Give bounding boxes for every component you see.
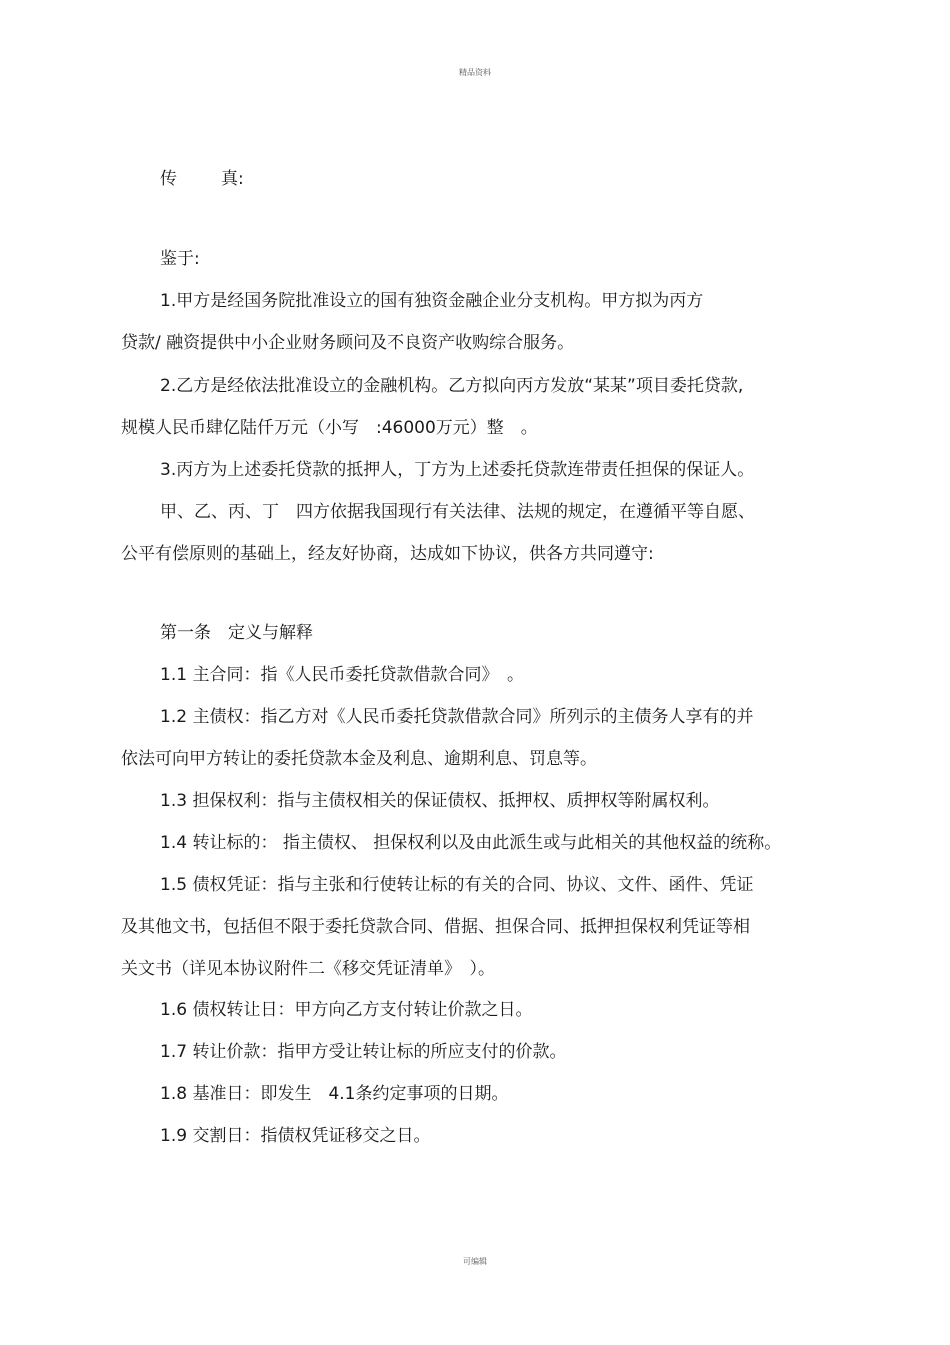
clause-1-6: 1.6 债权转让日：甲方向乙方支付转让价款之日。 [160,1000,533,1020]
fax-field [160,168,244,190]
recital-2-cont: 规模人民币肆亿陆仟万元（小写 :46000万元）整 。 [121,418,538,438]
clause-1-1: 1.1 主合同：指《人民币委托贷款借款合同》 。 [160,665,524,685]
clause-1-5-cont-2: 关文书（详见本协议附件二《移交凭证清单》 ）。 [121,959,495,979]
article-1-heading: 第一条 定义与解释 [160,623,313,643]
clause-1-3: 1.3 担保权利：指与主债权相关的保证债权、抵押权、质押权等附属权利。 [160,791,720,811]
clause-1-8: 1.8 基准日：即发生 4.1条约定事项的日期。 [160,1084,509,1104]
clause-1-2: 1.2 主债权：指乙方对《人民币委托贷款借款合同》所列示的主债务人享有的并 [160,707,754,727]
agreement-intro: 甲、乙、丙、丁 四方依据我国现行有关法律、法规的规定，在遵循平等自愿、 [160,502,755,522]
clause-1-2-cont: 依法可向甲方转让的委托贷款本金及利息、逾期利息、罚息等。 [121,749,597,769]
recital-1-cont: 贷款/ 融资提供中小企业财务顾问及不良资产收购综合服务。 [121,333,575,353]
clause-1-9: 1.9 交割日：指债权凭证移交之日。 [160,1126,431,1146]
fax-label-char2: 真: [221,169,244,189]
clause-1-5: 1.5 债权凭证：指与主张和行使转让标的有关的合同、协议、文件、函件、凭证 [160,875,754,895]
clause-1-4: 1.4 转让标的： 指主债权、 担保权利以及由此派生或与此相关的其他权益的统称。 [160,833,782,853]
header-note: 精品资料 [459,68,491,77]
recital-3: 3.丙方为上述委托贷款的抵押人，丁方为上述委托贷款连带责任担保的保证人。 [160,460,755,480]
recital-1: 1.甲方是经国务院批准设立的国有独资金融企业分支机构。甲方拟为丙方 [160,291,704,311]
clause-1-7: 1.7 转让价款：指甲方受让转让标的所应支付的价款。 [160,1042,567,1062]
preamble-heading: 鉴于: [160,249,200,269]
footer-note: 可编辑 [463,1257,487,1266]
agreement-intro-cont: 公平有偿原则的基础上，经友好协商，达成如下协议，供各方共同遵守: [121,544,654,564]
clause-1-5-cont-1: 及其他文书，包括但不限于委托贷款合同、借据、担保合同、抵押担保权利凭证等相 [121,917,750,937]
fax-label-char1: 传 [160,169,177,189]
recital-2: 2.乙方是经依法批准设立的金融机构。乙方拟向丙方发放“某某”项目委托贷款, [160,376,744,396]
